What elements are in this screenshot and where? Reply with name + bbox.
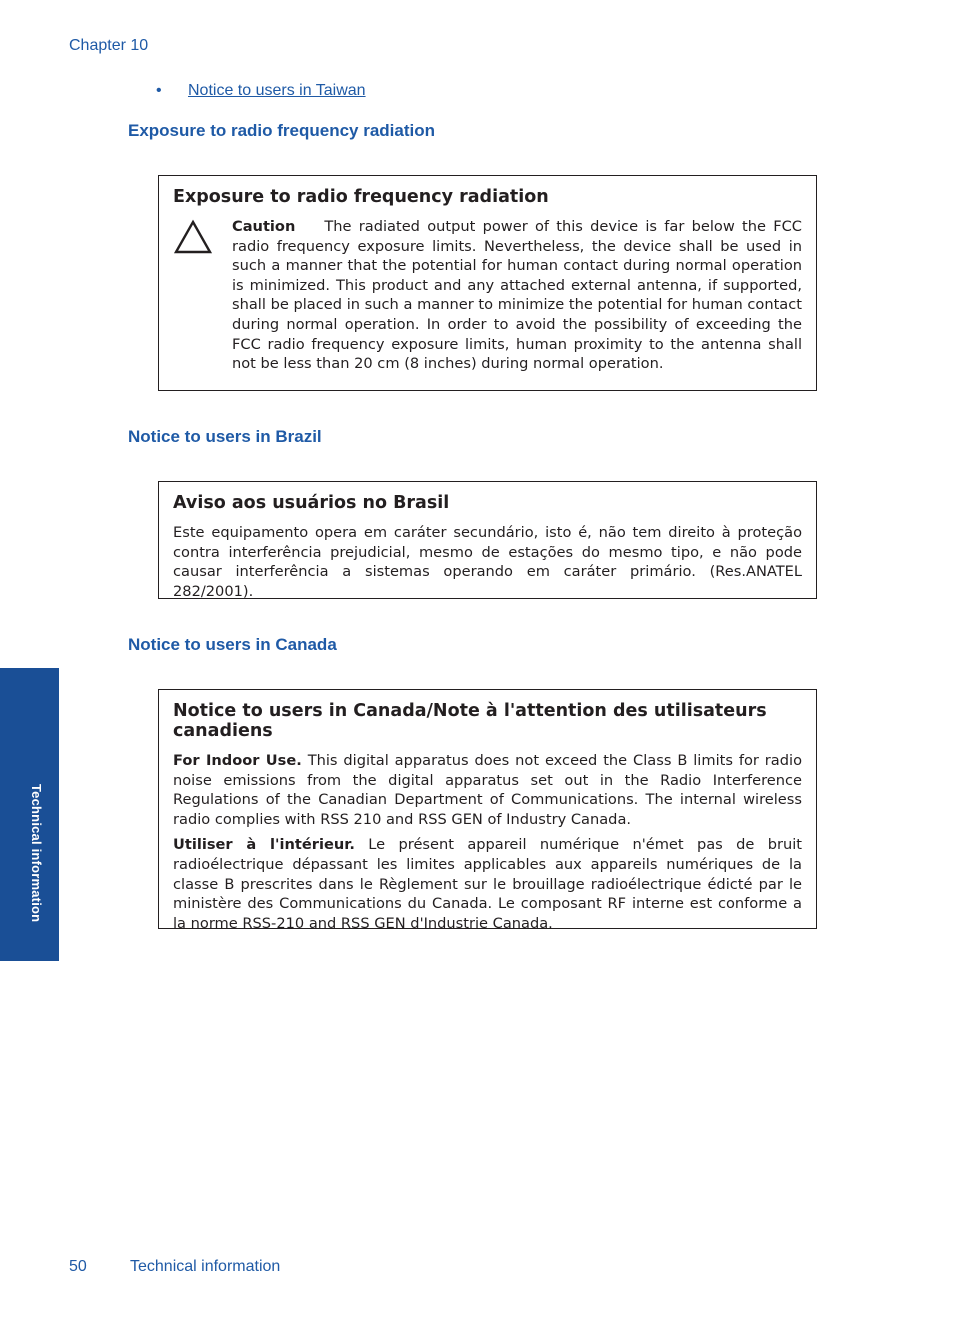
canada-french-body: Le présent appareil numérique n'émet pas de bruit radioélectrique dépassant les limites applicables aux appareils numériques de la classe B prescrites dans le Règlement sur le brouillage radioélectrique édicté par le ministère des Communications du Canada. Le composant RF interne est conforme a la norme RSS-210 and RSS GEN d'Industrie Canada. [173,836,803,932]
caution-block [173,217,802,374]
taiwan-link-item [156,82,366,100]
canada-english-paragraph [173,751,802,829]
rf-box-title: Exposure to radio frequency radiation [173,187,549,207]
brazil-body: Este equipamento opera em caráter secundário, isto é, não tem direito à proteção contra interferência prejudicial, mesmo de estações do mesmo tipo, e não pode causar interferência a sistemas operando em caráter primário. (Res.ANATEL 282/2001). [173,524,802,600]
bullet: • [156,82,162,99]
brazil-section-heading: Notice to users in Brazil [128,427,322,446]
rf-section-heading: Exposure to radio frequency radiation [128,121,436,140]
caution-text-block [232,217,802,374]
brazil-box-title: Aviso aos usuários no Brasil [173,493,450,513]
side-tab-label: Technical information [29,784,44,923]
chapter-label: Chapter 10 [69,37,149,54]
side-section-tab [0,668,59,961]
brazil-notice-box [158,481,817,599]
canada-section-heading: Notice to users in Canada [128,635,337,654]
rf-notice-box [158,175,817,391]
utiliser-label: Utiliser à l'intérieur. [173,836,355,854]
indoor-use-label: For Indoor Use. [173,752,302,769]
taiwan-notice-link[interactable]: Notice to users in Taiwan [188,82,366,99]
canada-english-body: This digital apparatus does not exceed the Class B limits for radio noise emissions from the digital apparatus set out in the Radio Interference Regulations of the Canadian Department of Communications. The internal wireless radio complies with RSS 210 and RSS GEN of Industry Canada. [173,752,802,828]
page-number: 50 [69,1258,87,1275]
footer-section-title: Technical information [130,1258,281,1275]
caution-label: Caution [232,218,296,235]
caution-body: The radiated output power of this device is far below the FCC radio frequency exposure limits. Nevertheless, the device shall be used in such a manner that the potential for human contact during normal operation is minimized. This product and any attached external antenna, if supported, shall be placed in such a manner to minimize the potential for human contact during normal operation. In order to avoid the possibility of exceeding the FCC radio frequency exposure limits, human proximity to the antenna shall not be less than 20 cm (8 inches) during normal operation. [232,218,802,373]
warning-triangle-icon [173,217,232,374]
canada-box-title: Notice to users in Canada/Note à l'attention des utilisateurs canadiens [173,701,767,741]
canada-french-paragraph [173,835,802,933]
canada-notice-box [158,689,817,932]
